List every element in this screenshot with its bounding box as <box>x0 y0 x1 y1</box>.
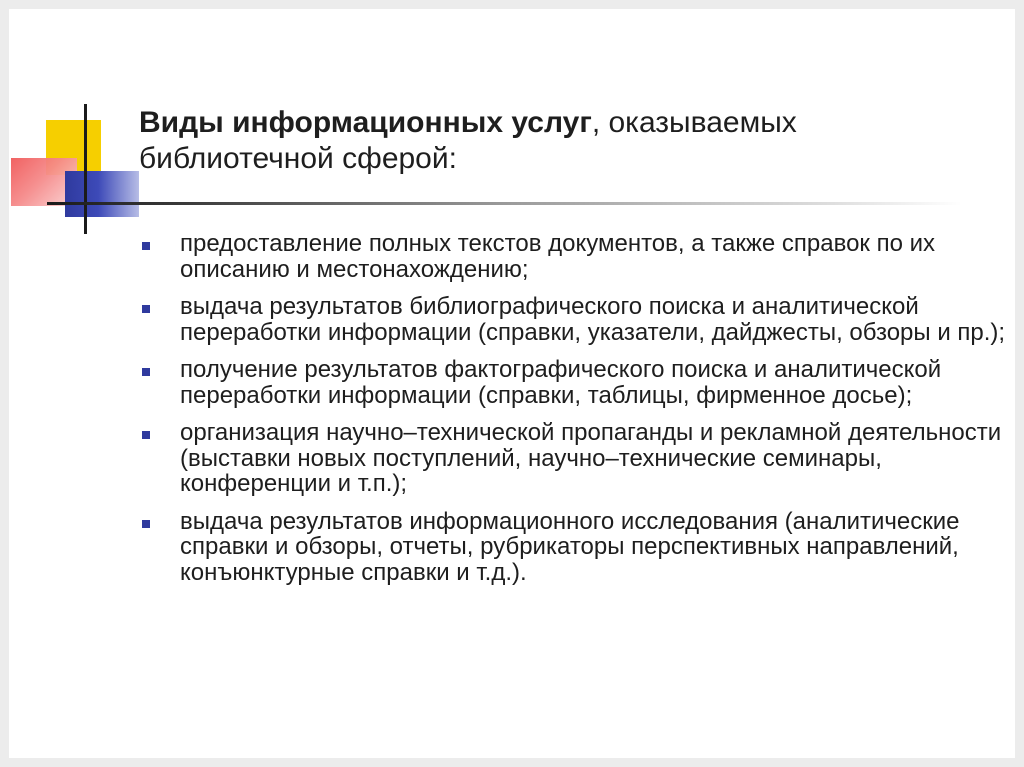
square-bullet-icon <box>142 305 150 313</box>
list-item <box>139 357 1009 408</box>
square-bullet-icon <box>142 431 150 439</box>
slide-title <box>139 105 959 177</box>
title-underline <box>47 202 962 205</box>
square-bullet-icon <box>142 520 150 528</box>
square-bullet-icon <box>142 242 150 250</box>
square-bullet-icon <box>142 368 150 376</box>
list-item-text: организация научно–технической пропаганды и рекламной деятельности (выставки новых поступлений, научно–технические семинары, конференции и т.п.); <box>180 419 1002 497</box>
list-item <box>139 420 1009 497</box>
blue-square <box>65 171 139 217</box>
list-item-text: получение результатов фактографического поиска и аналитической переработки информации (справки, таблицы, фирменное досье); <box>180 356 942 409</box>
title-bold-part: Виды информационных услуг <box>139 106 592 139</box>
bullet-list <box>139 231 1009 597</box>
vertical-rule <box>84 104 87 234</box>
list-item-text: выдача результатов информационного исследования (аналитические справки и обзоры, отчеты, рубрикаторы перспективных направлений, конъюнктурные справки и т.д.). <box>180 507 960 586</box>
slide <box>9 9 1015 758</box>
list-item <box>139 231 1009 282</box>
list-item-text: предоставление полных текстов документов, а также справок по их описанию и местонахождению; <box>180 230 936 283</box>
list-item <box>139 509 1009 586</box>
list-item <box>139 294 1009 345</box>
title-regular-part: , оказываемых библиотечной сферой: <box>139 106 797 175</box>
list-item-text: выдача результатов библиографического поиска и аналитической переработки информации (справки, указатели, дайджесты, обзоры и пр.); <box>180 293 1006 346</box>
